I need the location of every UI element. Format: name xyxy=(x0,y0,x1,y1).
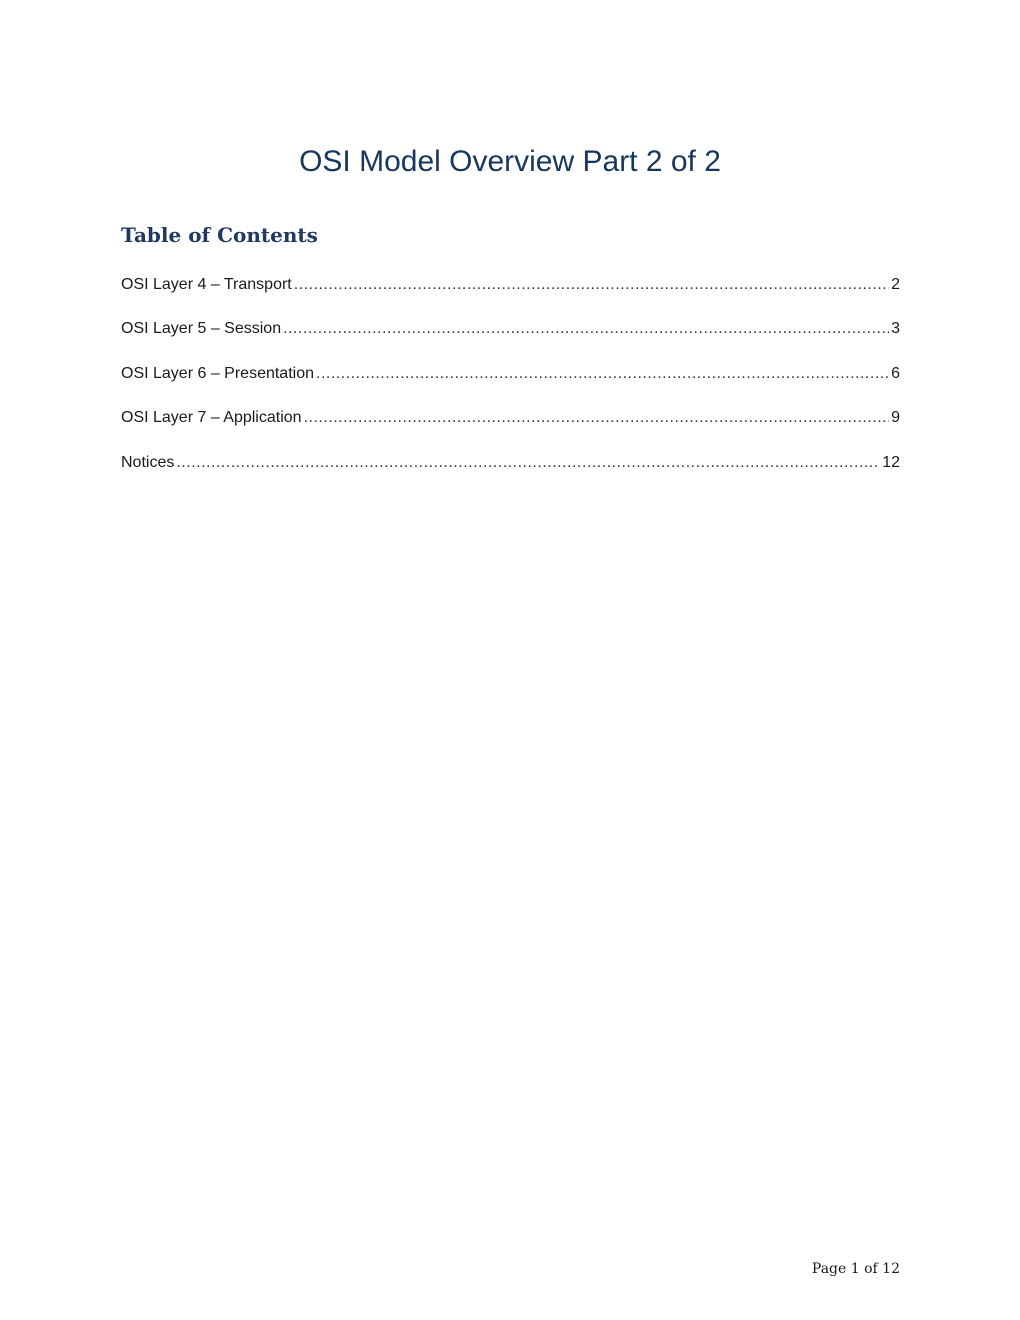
toc-entry-page: 3 xyxy=(891,320,900,338)
toc-entry-label: OSI Layer 6 – Presentation xyxy=(121,364,314,382)
toc-dot-leader xyxy=(316,362,889,386)
toc-entry-layer-4[interactable] xyxy=(121,273,900,317)
toc-entry-layer-7[interactable] xyxy=(121,406,900,450)
toc-heading: Table of Contents xyxy=(121,223,318,247)
page-number-footer: Page 1 of 12 xyxy=(811,1261,900,1277)
toc-entry-page: 2 xyxy=(891,276,900,293)
document-title: OSI Model Overview Part 2 of 2 xyxy=(299,145,721,178)
toc-entry-page: 12 xyxy=(882,453,900,471)
toc-entry-layer-6[interactable] xyxy=(121,362,900,406)
toc-entry-page: 9 xyxy=(891,409,900,427)
toc-dot-leader xyxy=(294,273,889,297)
toc-entry-notices[interactable] xyxy=(121,451,900,495)
toc-entry-label: OSI Layer 4 – Transport xyxy=(121,276,292,293)
toc-entry-page: 6 xyxy=(891,364,900,382)
toc-entry-label: Notices xyxy=(121,453,175,471)
toc-dot-leader xyxy=(283,317,889,341)
toc-entry-layer-5[interactable] xyxy=(121,317,900,361)
toc-list xyxy=(121,273,900,495)
toc-entry-label: OSI Layer 7 – Application xyxy=(121,409,302,427)
toc-dot-leader xyxy=(304,406,890,430)
toc-entry-label: OSI Layer 5 – Session xyxy=(121,320,282,338)
toc-dot-leader xyxy=(176,451,880,475)
